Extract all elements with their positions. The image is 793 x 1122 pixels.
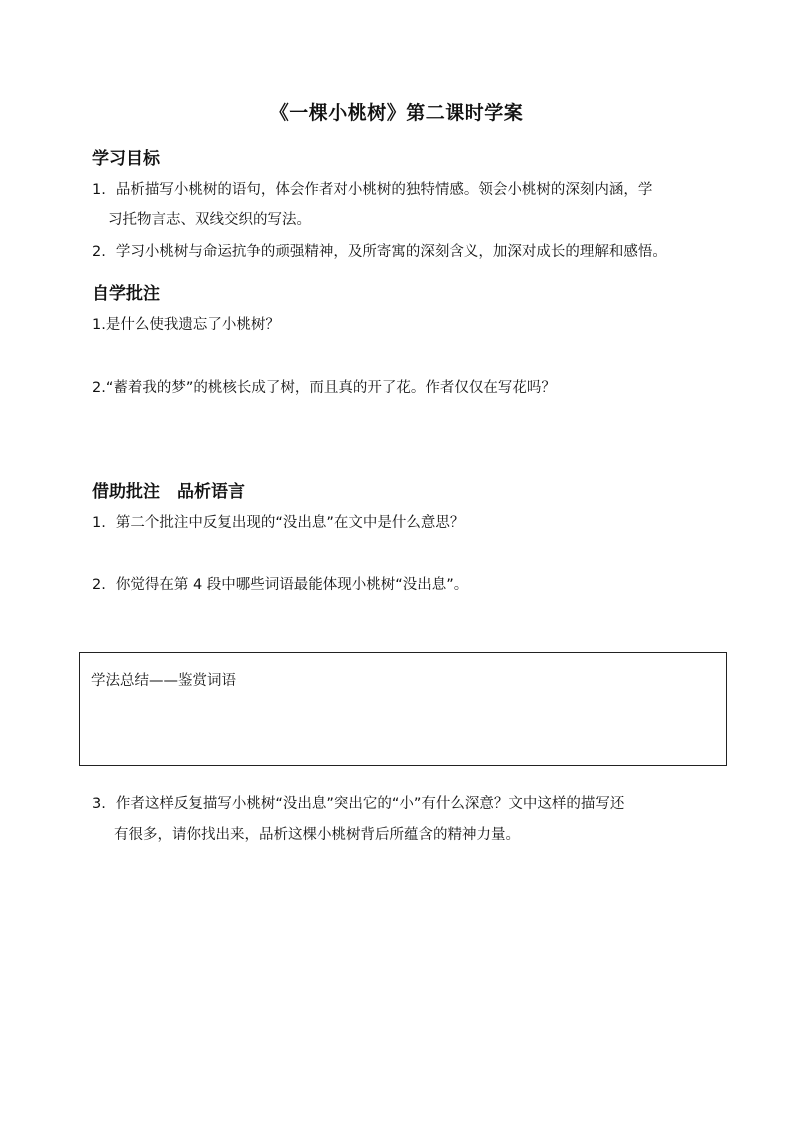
section-heading-objectives: 学习目标 xyxy=(92,149,160,169)
method-summary-label: 学法总结——鉴赏词语 xyxy=(91,673,236,689)
analysis-3-line1: 作者这样反复描写小桃树“没出息”突出它的“小”有什么深意？文中这样的描写还 xyxy=(115,796,625,812)
objective-1-line1: 品析描写小桃树的语句，体会作者对小桃树的独特情感。领会小桃树的深刻内涵，学 xyxy=(115,182,653,198)
objective-2-number: 2. xyxy=(92,244,106,260)
analysis-2-number: 2. xyxy=(92,577,106,593)
page-title: 《一棵小桃树》第二课时学案 xyxy=(269,102,524,124)
self-study-question-1: 1.是什么使我遗忘了小桃树？ xyxy=(92,317,280,333)
self-study-question-2: 2.“蓄着我的梦”的桃核长成了树，而且真的开了花。作者仅仅在写花吗？ xyxy=(92,380,556,396)
objective-2-text: 学习小桃树与命运抗争的顽强精神，及所寄寓的深刻含义，加深对成长的理解和感悟。 xyxy=(115,244,667,260)
method-summary-box xyxy=(79,652,727,766)
objective-item-2 xyxy=(92,242,667,262)
analysis-3-line2: 有很多，请你找出来，品析这棵小桃树背后所蕴含的精神力量。 xyxy=(114,827,520,843)
analysis-2-text: 你觉得在第 4 段中哪些词语最能体现小桃树“没出息”。 xyxy=(115,577,469,593)
analysis-1-text: 第二个批注中反复出现的“没出息”在文中是什么意思？ xyxy=(115,515,465,531)
section-heading-analysis: 借助批注 品析语言 xyxy=(92,482,245,502)
section-heading-self-study: 自学批注 xyxy=(92,284,160,304)
objective-1-number: 1. xyxy=(92,182,106,198)
analysis-1-number: 1. xyxy=(92,515,106,531)
analysis-3-number: 3. xyxy=(92,796,106,812)
analysis-question-1 xyxy=(92,513,464,533)
analysis-question-2 xyxy=(92,575,468,595)
objective-1-line2: 习托物言志、双线交织的写法。 xyxy=(108,212,311,228)
analysis-question-3 xyxy=(92,794,624,814)
objective-item-1 xyxy=(92,180,652,200)
